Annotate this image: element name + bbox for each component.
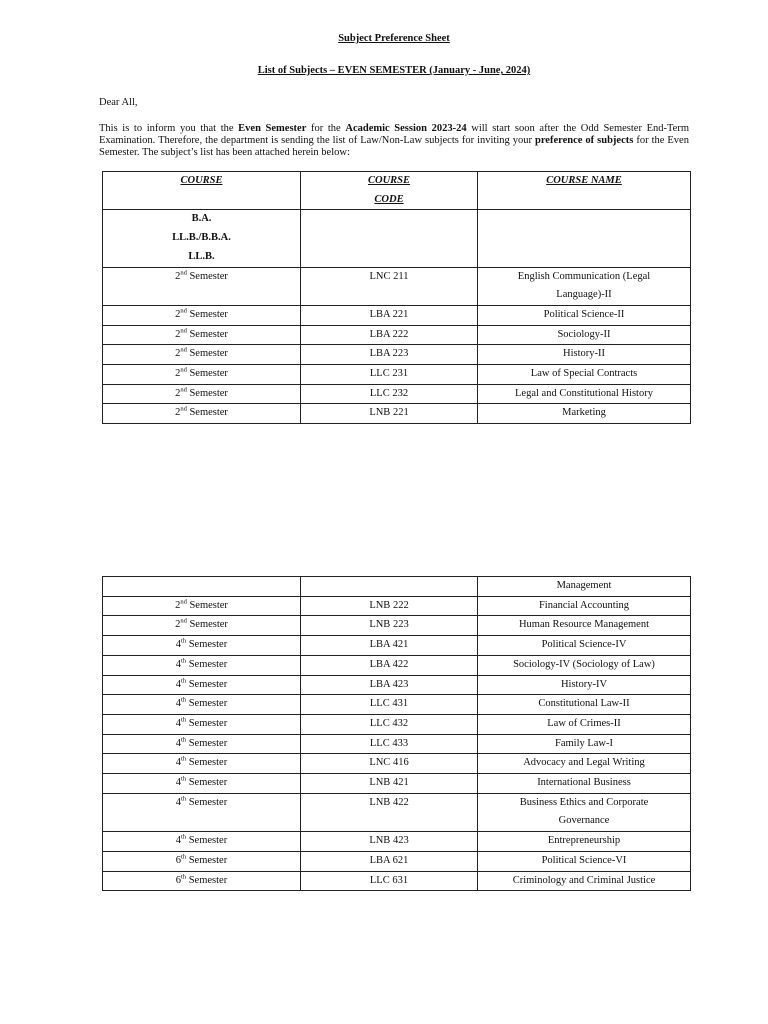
semester-suffix: nd (180, 269, 187, 277)
table-row (103, 754, 691, 774)
semester-cell (103, 675, 301, 695)
header-course-name: COURSE NAME (546, 175, 622, 186)
intro-paragraph: This is to inform you that the Even Semester for the Academic Session 2023-24 will start soon after the Odd Semester End-Term Examination. Therefore, the department is sending the list of Law/Non-Law subjects for inviting your preference of subjects for the Even Semester. The subject’s list has been attached herein below: (99, 123, 689, 158)
semester-suffix: nd (180, 617, 187, 625)
table-row (103, 267, 691, 305)
semester-suffix: nd (180, 598, 187, 606)
semester-label: Semester (189, 270, 228, 282)
course-group-row (103, 210, 691, 267)
semester-suffix: nd (180, 366, 187, 374)
course-name: History-II (478, 345, 691, 365)
semester-number: 2 (175, 348, 181, 360)
semester-cell (103, 793, 301, 831)
semester-label: Semester (189, 387, 228, 399)
semester-number: 4 (175, 757, 182, 769)
course-code: LNC 211 (301, 267, 478, 305)
semester-label: Semester (188, 737, 228, 749)
semester-suffix: nd (180, 405, 187, 413)
semester-label: Semester (188, 796, 228, 808)
semester-number: 2 (175, 270, 181, 282)
course-group-line: LL.B./B.B.A. (172, 232, 231, 244)
table-row (103, 832, 691, 852)
semester-label: Semester (188, 854, 228, 866)
greeting: Dear All, (99, 97, 138, 108)
semester-cell (103, 851, 301, 871)
semester-number: 4 (175, 639, 182, 651)
table-row (103, 636, 691, 656)
semester-suffix: nd (180, 327, 187, 335)
course-name: Constitutional Law-II (478, 695, 691, 715)
course-name: English Communication (Legal Language)-II (478, 267, 691, 305)
semester-number: 4 (175, 698, 182, 710)
table-row (103, 871, 691, 891)
semester-label: Semester (188, 698, 228, 710)
semester-label: Semester (188, 757, 228, 769)
header-course-code-line2: CODE (374, 193, 404, 205)
course-name: Sociology-IV (Sociology of Law) (478, 655, 691, 675)
semester-suffix: th (181, 736, 187, 744)
semester-suffix: th (181, 716, 187, 724)
semester-suffix: th (181, 775, 187, 783)
semester-label: Semester (189, 308, 228, 320)
semester-label: Semester (188, 658, 228, 670)
course-name: Law of Crimes-II (478, 714, 691, 734)
table-row (103, 695, 691, 715)
course-group-line: B.A. (191, 213, 212, 225)
semester-cell (103, 774, 301, 794)
course-name: Legal and Constitutional History (478, 384, 691, 404)
course-code: LLC 433 (301, 734, 478, 754)
header-course-code-line1: COURSE (367, 175, 410, 186)
semester-label: Semester (189, 368, 228, 380)
table-row (103, 404, 691, 424)
semester-number: 2 (175, 599, 181, 611)
course-code: LLC 631 (301, 871, 478, 891)
course-code: LNB 221 (301, 404, 478, 424)
semester-label: Semester (189, 619, 228, 631)
semester-cell (103, 345, 301, 365)
course-name: Sociology-II (478, 325, 691, 345)
semester-number: 6 (175, 854, 182, 866)
semester-label: Semester (189, 599, 228, 611)
semester-label: Semester (188, 777, 228, 789)
semester-suffix: th (181, 755, 187, 763)
course-name: Political Science-II (478, 305, 691, 325)
semester-number: 4 (175, 777, 182, 789)
continued-row (103, 577, 691, 597)
course-name: Political Science-VI (478, 851, 691, 871)
course-code: LBA 421 (301, 636, 478, 656)
semester-cell (103, 714, 301, 734)
table-row (103, 655, 691, 675)
course-name: Political Science-IV (478, 636, 691, 656)
course-name: Family Law-I (478, 734, 691, 754)
course-code: LBA 221 (301, 305, 478, 325)
semester-number: 2 (175, 387, 181, 399)
semester-number: 4 (175, 678, 182, 690)
course-name: Financial Accounting (478, 596, 691, 616)
table-row (103, 675, 691, 695)
course-name: Business Ethics and Corporate Governance (478, 793, 691, 831)
course-name: History-IV (478, 675, 691, 695)
course-name: International Business (478, 774, 691, 794)
course-name: Management (478, 577, 691, 597)
table-row (103, 365, 691, 385)
table-row (103, 325, 691, 345)
header-course: COURSE (180, 175, 223, 186)
course-name: Advocacy and Legal Writing (478, 754, 691, 774)
course-code: LNB 423 (301, 832, 478, 852)
course-code: LNB 421 (301, 774, 478, 794)
course-code: LLC 431 (301, 695, 478, 715)
subjects-table-page-2 (102, 576, 691, 891)
semester-suffix: th (181, 677, 187, 685)
semester-label: Semester (189, 328, 228, 340)
semester-cell (103, 655, 301, 675)
document-subtitle: List of Subjects – EVEN SEMESTER (January - June, 2024) (257, 65, 531, 76)
semester-number: 2 (175, 619, 181, 631)
semester-cell (103, 754, 301, 774)
course-code: LBA 422 (301, 655, 478, 675)
semester-cell (103, 325, 301, 345)
semester-number: 4 (175, 835, 182, 847)
semester-cell (103, 267, 301, 305)
table-row (103, 714, 691, 734)
course-name: Law of Special Contracts (478, 365, 691, 385)
semester-suffix: th (181, 795, 187, 803)
semester-label: Semester (188, 678, 228, 690)
semester-label: Semester (188, 835, 228, 847)
table-row (103, 384, 691, 404)
course-code: LBA 621 (301, 851, 478, 871)
table-row (103, 774, 691, 794)
semester-suffix: nd (180, 386, 187, 394)
table-row (103, 734, 691, 754)
semester-cell (103, 832, 301, 852)
semester-cell (103, 596, 301, 616)
semester-number: 4 (175, 737, 182, 749)
course-name: Human Resource Management (478, 616, 691, 636)
course-code: LBA 223 (301, 345, 478, 365)
table-row (103, 345, 691, 365)
semester-cell (103, 305, 301, 325)
course-code: LNB 223 (301, 616, 478, 636)
semester-cell (103, 695, 301, 715)
course-code: LBA 423 (301, 675, 478, 695)
semester-number: 2 (175, 368, 181, 380)
semester-number: 4 (175, 658, 182, 670)
course-name: Criminology and Criminal Justice (478, 871, 691, 891)
table-row (103, 793, 691, 831)
table-row (103, 851, 691, 871)
semester-cell (103, 734, 301, 754)
course-group-line: LL.B. (188, 250, 215, 262)
semester-label: Semester (189, 348, 228, 360)
semester-number: 2 (175, 328, 181, 340)
semester-cell (103, 384, 301, 404)
semester-suffix: th (181, 833, 187, 841)
course-code: LBA 222 (301, 325, 478, 345)
course-code: LNB 222 (301, 596, 478, 616)
semester-suffix: th (181, 853, 187, 861)
semester-cell (103, 404, 301, 424)
subjects-table-page-1 (102, 171, 691, 424)
course-code: LLC 432 (301, 714, 478, 734)
semester-label: Semester (188, 717, 228, 729)
semester-number: 4 (175, 717, 182, 729)
semester-number: 6 (175, 874, 182, 886)
semester-number: 2 (175, 308, 181, 320)
semester-number: 2 (175, 407, 181, 419)
semester-suffix: th (181, 637, 187, 645)
semester-cell (103, 636, 301, 656)
course-name: Entrepreneurship (478, 832, 691, 852)
semester-cell (103, 365, 301, 385)
semester-suffix: th (181, 657, 187, 665)
semester-number: 4 (175, 796, 182, 808)
semester-cell (103, 871, 301, 891)
table-row (103, 596, 691, 616)
course-code: LNB 422 (301, 793, 478, 831)
course-code: LLC 232 (301, 384, 478, 404)
table-header-row (103, 172, 691, 210)
semester-suffix: th (181, 696, 187, 704)
course-code: LLC 231 (301, 365, 478, 385)
course-name: Marketing (478, 404, 691, 424)
semester-suffix: nd (180, 307, 187, 315)
semester-label: Semester (188, 639, 228, 651)
semester-suffix: th (181, 873, 187, 881)
table-row (103, 616, 691, 636)
document-title: Subject Preference Sheet (338, 33, 450, 44)
course-code: LNC 416 (301, 754, 478, 774)
table-row (103, 305, 691, 325)
semester-cell (103, 616, 301, 636)
semester-suffix: nd (180, 346, 187, 354)
semester-label: Semester (188, 874, 228, 886)
semester-label: Semester (189, 407, 228, 419)
